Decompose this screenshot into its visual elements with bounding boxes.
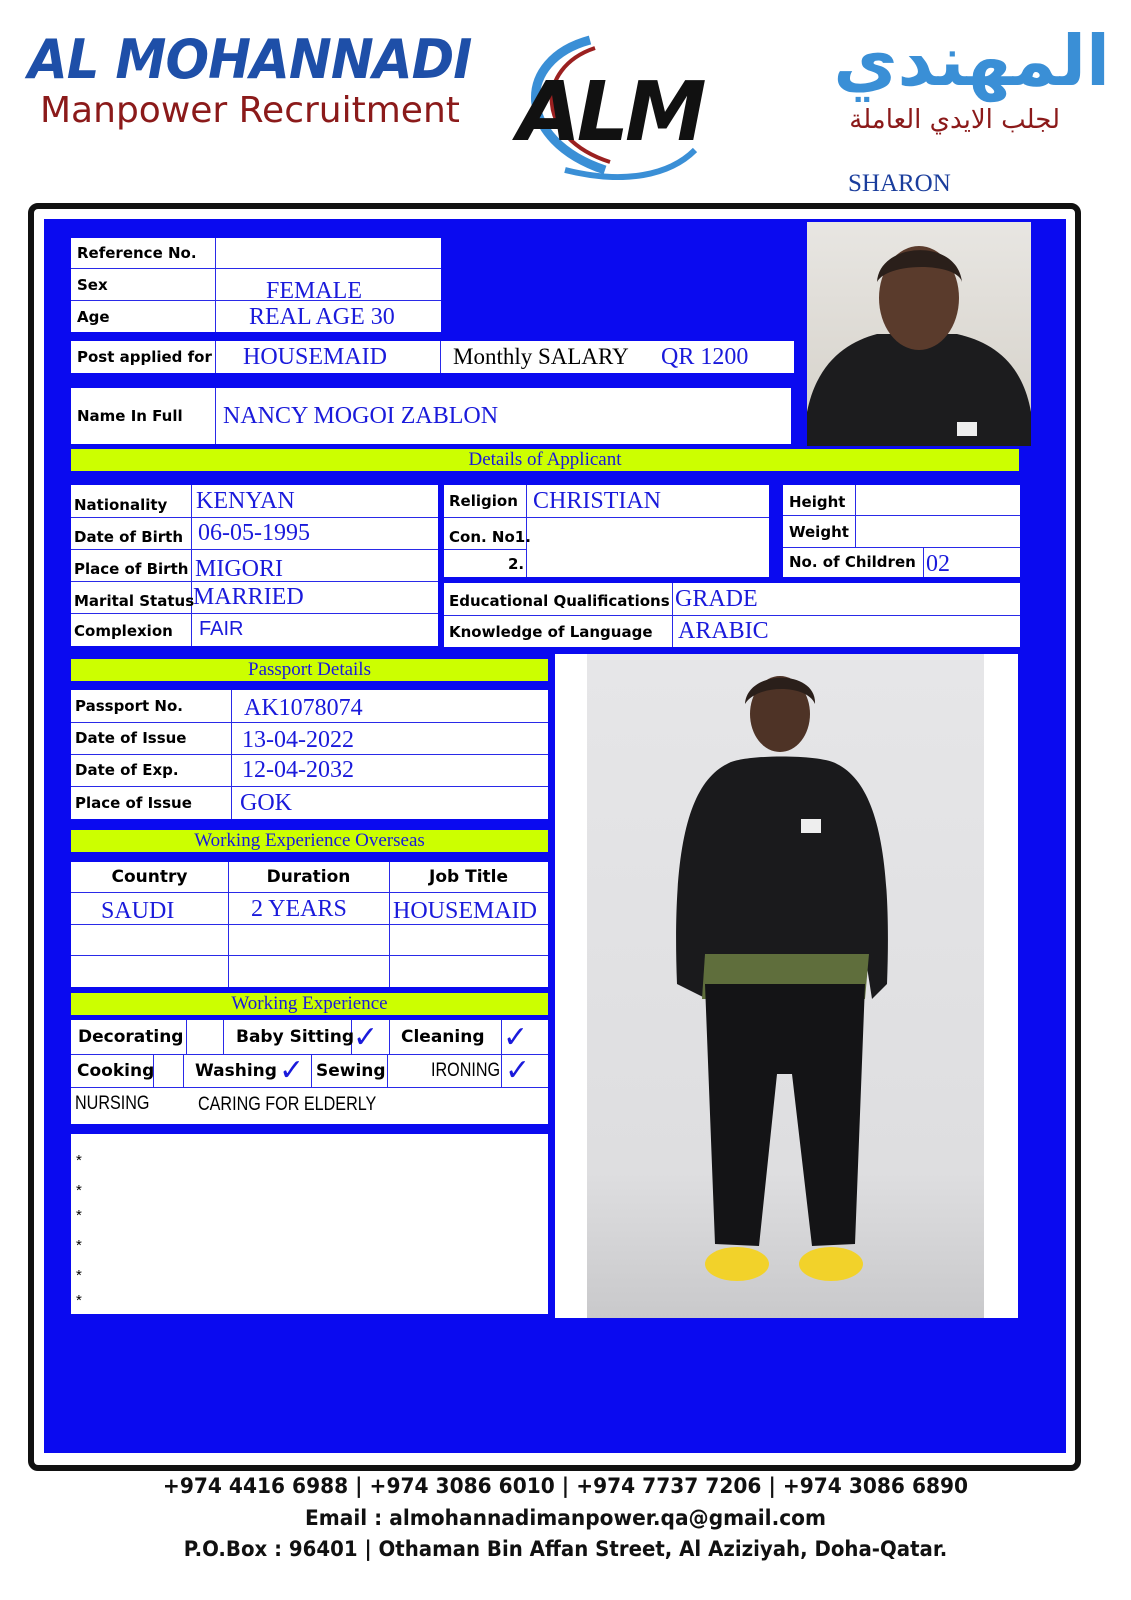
- overseas-country: SAUDI: [101, 897, 175, 924]
- height-label: Height: [789, 493, 846, 511]
- name-label: Name In Full: [77, 407, 183, 425]
- skill-decorating-label: Decorating: [78, 1027, 184, 1047]
- name-value: NANCY MOGOI ZABLON: [223, 402, 499, 429]
- language-label: Knowledge of Language: [449, 623, 653, 641]
- skill-nursing-label: NURSING: [75, 1093, 150, 1114]
- nationality-label: Nationality: [74, 496, 168, 514]
- brand-logo-ar: [730, 18, 1110, 148]
- salary-value: QR 1200: [661, 343, 749, 370]
- cleaning-check-icon: ✓: [503, 1020, 529, 1054]
- nationality-value: KENYAN: [196, 487, 295, 514]
- name-row: [71, 388, 791, 444]
- brand-logo-en: [28, 30, 498, 140]
- skill-washing-label: Washing: [195, 1060, 277, 1081]
- issue-date-label: Date of Issue: [75, 729, 187, 747]
- physical-table: [783, 485, 1020, 577]
- skill-sewing-label: Sewing: [316, 1060, 386, 1081]
- age-label: Age: [77, 308, 110, 326]
- reference-table: [71, 238, 441, 332]
- portrait-person-icon: [807, 222, 1031, 446]
- age-value: REAL AGE 30: [249, 303, 395, 330]
- overseas-job: HOUSEMAID: [393, 897, 537, 924]
- alm-logo-text: ALM: [517, 65, 703, 160]
- salary-label: Monthly SALARY: [453, 344, 629, 369]
- passport-no-value: AK1078074: [244, 694, 363, 721]
- brand-name: AL MOHANNADI: [28, 28, 472, 91]
- col-country: Country: [111, 867, 188, 887]
- note-bullet: *: [76, 1292, 82, 1309]
- education-label: Educational Qualifications: [449, 592, 670, 610]
- dob-value: 06-05-1995: [198, 519, 310, 546]
- agent-name: SHARON: [848, 170, 951, 197]
- expiry-date-label: Date of Exp.: [75, 761, 179, 779]
- brand-name-arabic: المهندي: [833, 20, 1110, 102]
- issue-date-value: 13-04-2022: [242, 726, 354, 753]
- post-label: Post applied for: [77, 348, 212, 366]
- experience-header: Working Experience: [71, 993, 548, 1015]
- post-value: HOUSEMAID: [243, 343, 387, 370]
- expiry-date-value: 12-04-2032: [242, 756, 354, 783]
- note-bullet: *: [76, 1152, 82, 1169]
- skill-cleaning-label: Cleaning: [401, 1027, 485, 1047]
- personal-table: [71, 485, 438, 646]
- language-value: ARABIC: [678, 617, 769, 644]
- overseas-header: Working Experience Overseas: [71, 830, 548, 852]
- skill-ironing-label: IRONING: [431, 1059, 501, 1081]
- col-duration: Duration: [266, 867, 351, 887]
- note-bullet: *: [76, 1182, 82, 1199]
- overseas-duration: 2 YEARS: [251, 895, 347, 922]
- reference-label: Reference No.: [77, 244, 197, 262]
- pob-label: Place of Birth: [74, 560, 189, 578]
- experience-table: [71, 1020, 548, 1124]
- overseas-table: [71, 862, 548, 987]
- footer-phones: +974 4416 6988 | +974 3086 6010 | +974 7737 7206 | +974 3086 6890: [162, 1474, 969, 1498]
- religion-label: Religion: [449, 492, 518, 510]
- footer-email: Email : almohannadimanpower.qa@gmail.com: [304, 1506, 827, 1530]
- alm-logo: [495, 20, 725, 180]
- footer-address: P.O.Box : 96401 | Othaman Bin Affan Street, Al Aziziyah, Doha-Qatar.: [183, 1537, 948, 1561]
- religion-value: CHRISTIAN: [533, 487, 662, 514]
- contact-1-label: Con. No1.: [449, 528, 531, 546]
- brand-tagline: Manpower Recruitment: [40, 90, 460, 131]
- marital-label: Marital Status: [74, 592, 195, 610]
- dob-label: Date of Birth: [74, 528, 184, 546]
- passport-no-label: Passport No.: [75, 697, 183, 715]
- complexion-value: FAIR: [199, 617, 244, 640]
- weight-label: Weight: [789, 523, 849, 541]
- passport-header: Passport Details: [71, 659, 548, 681]
- skill-cooking-label: Cooking: [77, 1060, 155, 1081]
- portrait-photo: [807, 222, 1031, 446]
- brand-tagline-arabic: لجلب الايدي العاملة: [849, 105, 1060, 135]
- post-row: [71, 341, 794, 373]
- note-bullet: *: [76, 1267, 82, 1284]
- details-header: Details of Applicant: [71, 449, 1019, 471]
- skill-caring-elderly-label: CARING FOR ELDERLY: [198, 1094, 377, 1115]
- pob-value: MIGORI: [195, 555, 283, 582]
- baby-sitting-check-icon: ✓: [353, 1020, 379, 1054]
- skill-baby-sitting-label: Baby Sitting: [236, 1027, 355, 1047]
- complexion-label: Complexion: [74, 622, 173, 640]
- note-bullet: *: [76, 1237, 82, 1254]
- children-value: 02: [926, 550, 950, 577]
- sex-value: FEMALE: [266, 277, 362, 304]
- washing-check-icon: ✓: [279, 1054, 305, 1087]
- passport-table: [71, 690, 548, 819]
- note-bullet: *: [76, 1207, 82, 1224]
- full-body-photo-frame: [555, 654, 1018, 1318]
- standing-person-icon: [587, 654, 984, 1318]
- marital-value: MARRIED: [193, 583, 304, 610]
- ironing-check-icon: ✓: [505, 1054, 531, 1087]
- sex-label: Sex: [77, 276, 108, 294]
- full-body-photo: [587, 654, 984, 1318]
- children-label: No. of Children: [789, 553, 916, 571]
- notes-box: [71, 1134, 548, 1314]
- education-value: GRADE: [675, 585, 758, 612]
- religion-table: [444, 485, 769, 577]
- col-job-title: Job Title: [429, 867, 508, 887]
- issue-place-label: Place of Issue: [75, 794, 192, 812]
- issue-place-value: GOK: [240, 789, 292, 816]
- contact-2-label: 2.: [508, 555, 525, 573]
- qualification-table: [444, 583, 1020, 647]
